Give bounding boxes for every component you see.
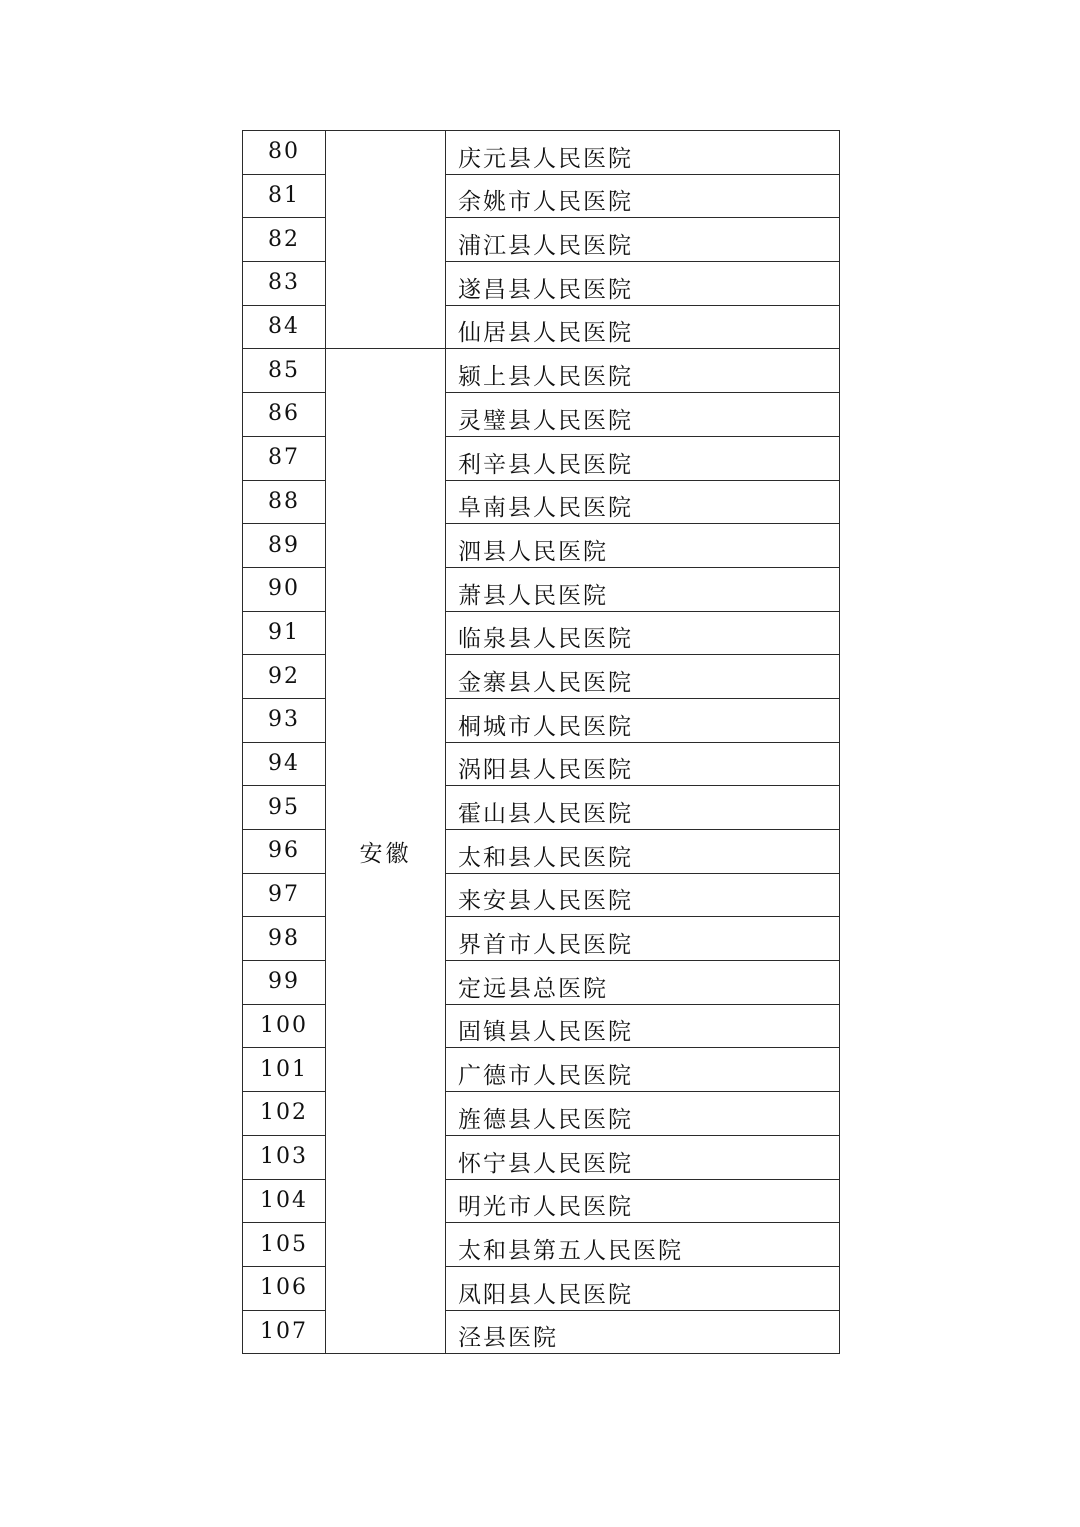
- row-number: 91: [243, 611, 326, 655]
- hospital-name: 临泉县人民医院: [446, 611, 840, 655]
- hospital-name: 明光市人民医院: [446, 1179, 840, 1223]
- hospital-name: 霍山县人民医院: [446, 786, 840, 830]
- hospital-name: 泾县医院: [446, 1310, 840, 1354]
- row-number: 103: [243, 1135, 326, 1179]
- hospital-name: 利辛县人民医院: [446, 436, 840, 480]
- hospital-name: 怀宁县人民医院: [446, 1135, 840, 1179]
- hospital-name: 来安县人民医院: [446, 873, 840, 917]
- province-cell: [326, 131, 446, 349]
- hospital-name: 凤阳县人民医院: [446, 1266, 840, 1310]
- row-number: 88: [243, 480, 326, 524]
- hospital-list-table: [242, 130, 840, 1354]
- row-number: 96: [243, 830, 326, 874]
- hospital-name: 泗县人民医院: [446, 524, 840, 568]
- hospital-name: 金寨县人民医院: [446, 655, 840, 699]
- row-number: 102: [243, 1092, 326, 1136]
- hospital-name: 旌德县人民医院: [446, 1092, 840, 1136]
- hospital-name: 浦江县人民医院: [446, 218, 840, 262]
- table-body: [243, 131, 840, 1354]
- row-number: 97: [243, 873, 326, 917]
- hospital-name: 太和县人民医院: [446, 830, 840, 874]
- table-row: [243, 349, 840, 393]
- row-number: 86: [243, 393, 326, 437]
- row-number: 99: [243, 961, 326, 1005]
- hospital-name: 灵璧县人民医院: [446, 393, 840, 437]
- row-number: 98: [243, 917, 326, 961]
- hospital-name: 涡阳县人民医院: [446, 742, 840, 786]
- row-number: 80: [243, 131, 326, 175]
- table-row: [243, 131, 840, 175]
- hospital-name: 太和县第五人民医院: [446, 1223, 840, 1267]
- hospital-name: 萧县人民医院: [446, 567, 840, 611]
- row-number: 84: [243, 305, 326, 349]
- row-number: 83: [243, 262, 326, 306]
- hospital-name: 颍上县人民医院: [446, 349, 840, 393]
- hospital-name: 遂昌县人民医院: [446, 262, 840, 306]
- row-number: 81: [243, 174, 326, 218]
- row-number: 90: [243, 567, 326, 611]
- row-number: 89: [243, 524, 326, 568]
- row-number: 107: [243, 1310, 326, 1354]
- hospital-name: 桐城市人民医院: [446, 698, 840, 742]
- row-number: 82: [243, 218, 326, 262]
- hospital-name: 仙居县人民医院: [446, 305, 840, 349]
- hospital-name: 阜南县人民医院: [446, 480, 840, 524]
- hospital-name: 余姚市人民医院: [446, 174, 840, 218]
- row-number: 94: [243, 742, 326, 786]
- hospital-name: 固镇县人民医院: [446, 1004, 840, 1048]
- row-number: 87: [243, 436, 326, 480]
- row-number: 104: [243, 1179, 326, 1223]
- row-number: 95: [243, 786, 326, 830]
- row-number: 92: [243, 655, 326, 699]
- hospital-name: 庆元县人民医院: [446, 131, 840, 175]
- row-number: 101: [243, 1048, 326, 1092]
- row-number: 106: [243, 1266, 326, 1310]
- hospital-name: 界首市人民医院: [446, 917, 840, 961]
- row-number: 100: [243, 1004, 326, 1048]
- hospital-name: 定远县总医院: [446, 961, 840, 1005]
- province-cell: 安徽: [326, 349, 446, 1354]
- row-number: 85: [243, 349, 326, 393]
- row-number: 93: [243, 698, 326, 742]
- hospital-name: 广德市人民医院: [446, 1048, 840, 1092]
- row-number: 105: [243, 1223, 326, 1267]
